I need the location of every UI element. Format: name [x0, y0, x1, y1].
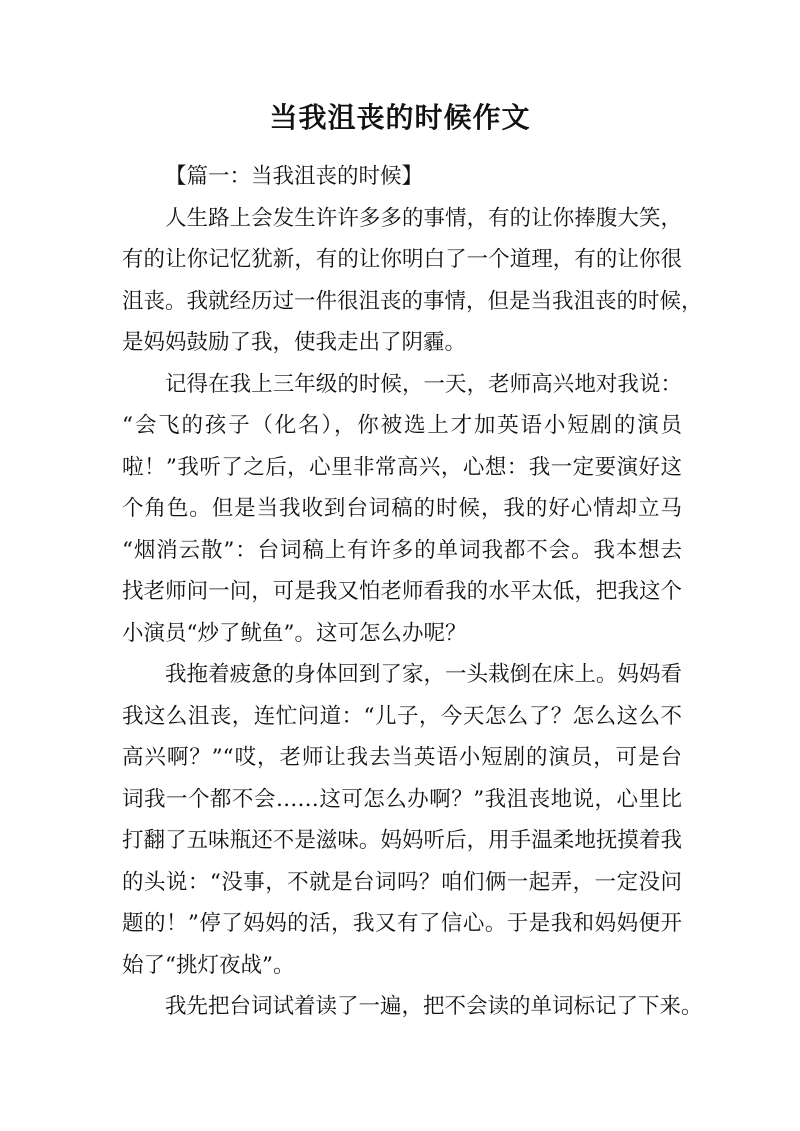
- paragraph-line: 啦！”我听了之后，心里非常高兴，心想：我一定要演好这: [122, 454, 682, 480]
- paragraph-line: 打翻了五味瓶还不是滋味。妈妈听后，用手温柔地抚摸着我: [122, 828, 682, 853]
- paragraph-line: 记得在我上三年级的时候，一天，老师高兴地对我说：: [165, 371, 682, 397]
- document-body: [122, 156, 703, 1028]
- paragraph-line: 个角色。但是当我收到台词稿的时候，我的好心情却立马: [122, 496, 682, 521]
- paragraph-line: 我拖着疲惫的身体回到了家，一头栽倒在床上。妈妈看: [165, 662, 682, 687]
- paragraph-line: 高兴啊？”“哎，老师让我去当英语小短剧的演员，可是台: [122, 745, 682, 770]
- paragraph-line: “烟消云散”：台词稿上有许多的单词我都不会。我本想去: [122, 537, 682, 563]
- paragraph-line: 我先把台词试着读了一遍，把不会读的单词标记了下来。: [165, 994, 703, 1019]
- paragraph-line: 题的！”停了妈妈的活，我又有了信心。于是我和妈妈便开: [122, 911, 682, 936]
- paragraph-line: 有的让你记忆犹新，有的让你明白了一个道理，有的让你很: [122, 247, 682, 272]
- document-title: 当我沮丧的时候作文: [269, 101, 531, 134]
- paragraph-line: 是妈妈鼓励了我，使我走出了阴霾。: [122, 330, 467, 355]
- paragraph-line: 始了“挑灯夜战”。: [122, 952, 295, 978]
- paragraph-line: 找老师问一问，可是我又怕老师看我的水平太低，把我这个: [122, 579, 682, 604]
- section-heading: 【篇一：当我沮丧的时候】: [165, 164, 424, 189]
- paragraph-line: 沮丧。我就经历过一件很沮丧的事情，但是当我沮丧的时候，: [122, 288, 703, 314]
- paragraph-line: 词我一个都不会……这可怎么办啊？”我沮丧地说，心里比: [122, 786, 682, 812]
- paragraph-line: 的头说：“没事，不就是台词吗？咱们俩一起弄，一定没问: [122, 869, 682, 895]
- paragraph-line: 我这么沮丧，连忙问道：“儿子，今天怎么了？怎么这么不: [122, 703, 682, 729]
- paragraph-line: 小演员“炒了鱿鱼”。这可怎么办呢？: [122, 620, 467, 646]
- paragraph-line: “会飞的孩子（化名），你被选上才加英语小短剧的演员: [122, 413, 682, 438]
- paragraph-line: 人生路上会发生许许多多的事情，有的让你捧腹大笑，: [165, 205, 682, 231]
